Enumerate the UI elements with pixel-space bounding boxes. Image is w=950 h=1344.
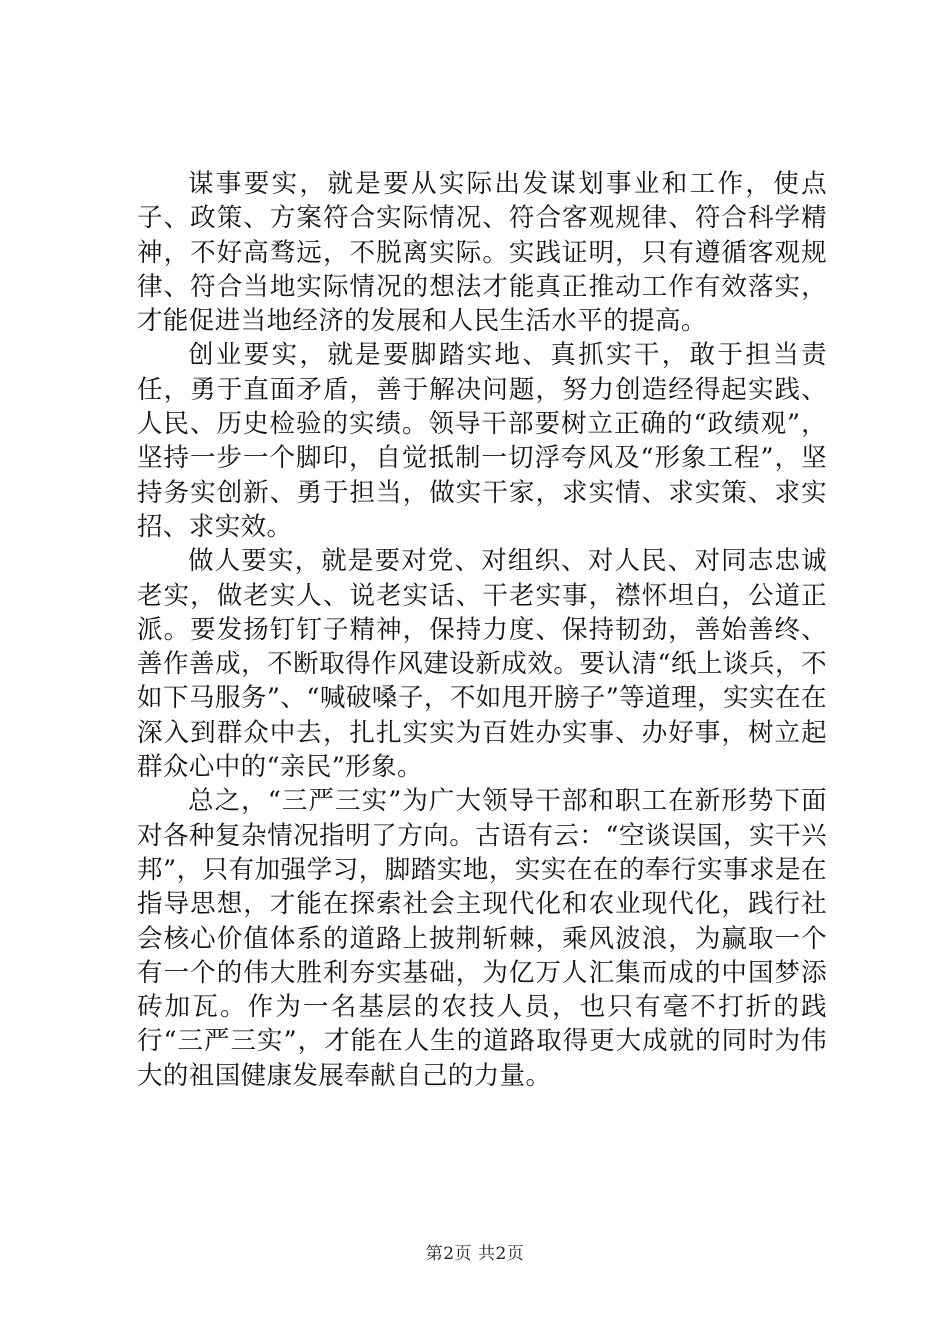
document-body (137, 167, 827, 1093)
paragraph-behave-practically: 做人要实，就是要对党、对组织、对人民、对同志忠诚老实，做老实人、说老实话、干老实事，襟怀坦白，公道正派。要发扬钉钉子精神，保持力度、保持韧劲，善始善终、善作善成，不断取得作风建设新成效。要认清“纸上谈兵，不如下马服务”、“喊破嗓子，不如甩开膀子”等道理，实实在在深入到群众中去，扎扎实实为百姓办实事、办好事，树立起群众心中的“亲民”形象。 (137, 546, 827, 783)
paragraph-conclusion: 总之，“三严三实”为广大领导干部和职工在新形势下面对各种复杂情况指明了方向。古语有云：“空谈误国，实干兴邦”，只有加强学习，脚踏实地，实实在在的奉行实事求是在指导思想，才能在探索社会主现代化和农业现代化，践行社会核心价值体系的道路上披荆斩棘，乘风波浪，为赢取一个有一个的伟大胜利夯实基础，为亿万人汇集而成的中国梦添砖加瓦。作为一名基层的农技人员，也只有毫不打折的践行“三严三实”，才能在人生的道路取得更大成就的同时为伟大的祖国健康发展奉献自己的力量。 (137, 786, 827, 1091)
paragraph-plan-practically: 谋事要实，就是要从实际出发谋划事业和工作，使点子、政策、方案符合实际情况、符合客观规律、符合科学精神，不好高骛远，不脱离实际。实践证明，只有遵循客观规律、符合当地实际情况的想法才能真正推动工作有效落实，才能促进当地经济的发展和人民生活水平的提高。 (137, 169, 827, 337)
page-number-footer: 第2页 共2页 (425, 1244, 525, 1264)
paragraph-start-business-practically: 创业要实，就是要脚踏实地、真抓实干，敢于担当责任，勇于直面矛盾，善于解决问题，努力创造经得起实践、人民、历史检验的实绩。领导干部要树立正确的“政绩观”，坚持一步一个脚印，自觉抵制一切浮夸风及“形象工程”，坚持务实创新、勇于担当，做实干家，求实情、求实策、求实招、求实效。 (137, 340, 827, 542)
